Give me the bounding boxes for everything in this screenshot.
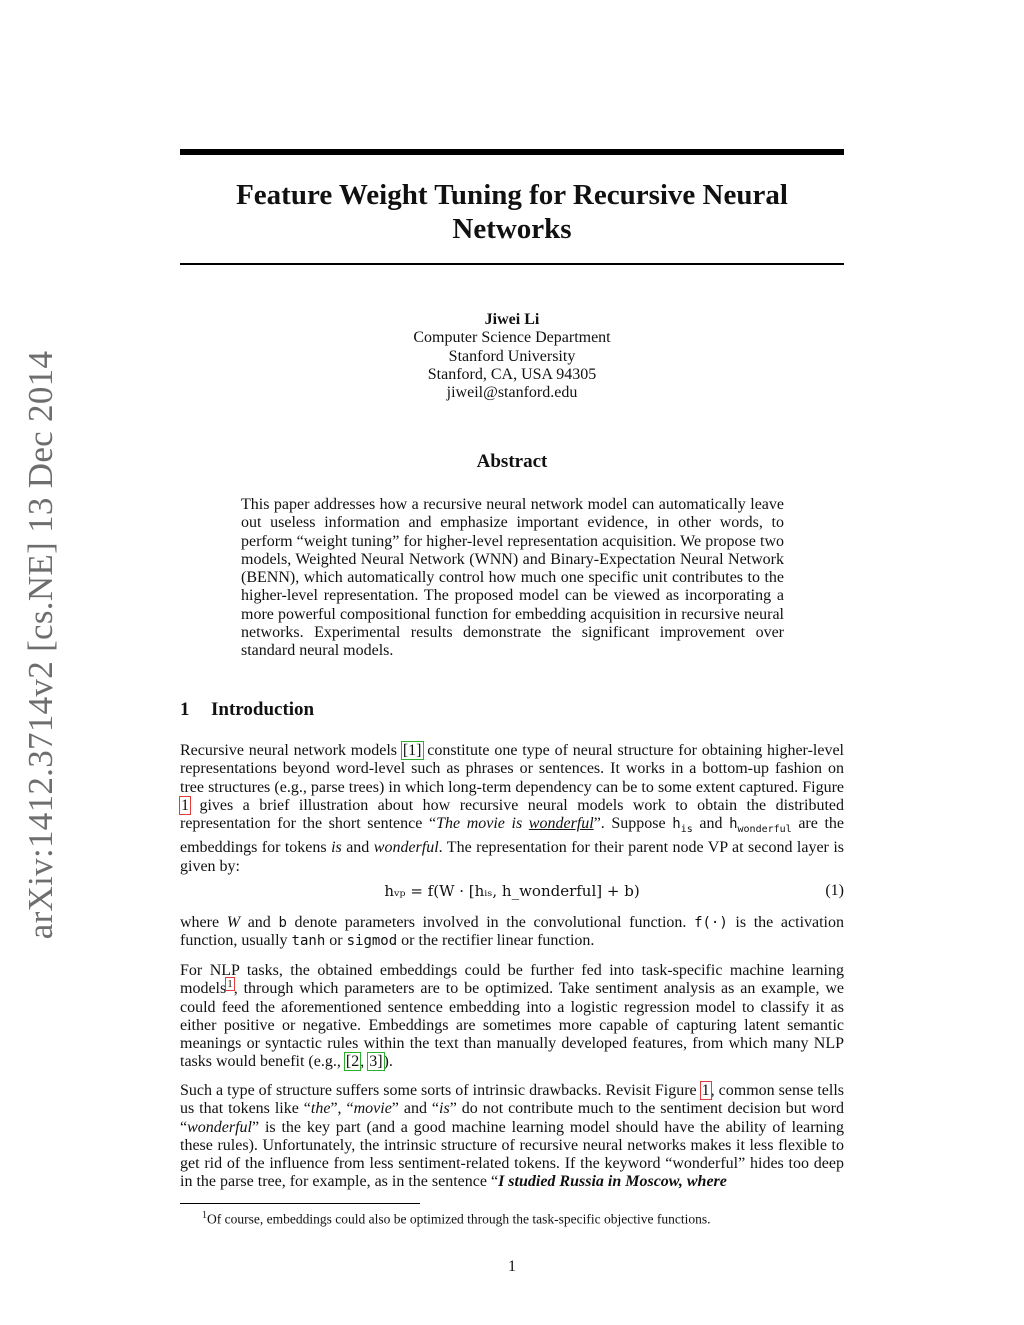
text-run: ”, “ [330,1100,354,1118]
intro-paragraph-4 [180,1082,844,1192]
arxiv-identifier-stamp: arXiv:1412.3714v2 [cs.NE] 13 Dec 2014 [21,350,60,940]
example-sentence: I studied Russia in Moscow, where [498,1173,727,1191]
text-run: and [692,815,730,833]
section-heading-introduction [180,699,314,721]
abstract-heading: Abstract [476,451,548,472]
footnote-mark: 1 [202,1210,207,1221]
text-run: where [180,914,227,931]
math-sigmod: sigmod [346,933,398,950]
equation-1 [180,882,844,904]
text-run: are the embeddings for tokens [180,815,845,857]
math-W: W [226,914,241,931]
text-run: denote parameters involved in the convolutional function. [286,914,695,931]
intro-paragraph-3 [180,962,844,1072]
footnote-link[interactable]: 1 [227,977,233,990]
text-run: and [240,914,279,931]
figure-link[interactable]: 1 [181,796,189,814]
equation-number: (1) [825,882,844,899]
text-run: or the rectifier linear function. [397,932,595,950]
text-run: is the activation function, usually [180,914,845,950]
citation-link[interactable]: [1] [402,742,422,759]
token-movie: movie [353,1100,392,1118]
text-run: or [325,932,347,950]
footnote-1 [180,1208,844,1228]
section-number: 1 [180,699,190,720]
token-is: is [331,839,342,857]
section-title: Introduction [211,699,315,720]
equation-body: hᵥₚ = f(W · [hᵢₛ, h_wonderful] + b) [384,882,640,900]
intro-paragraph-1 [180,742,844,876]
text-run: constitute one type of neural structure for obtaining higher-level representations beyond word-level such as phrases or sentences. It works in a bottom-up fashion on tree structures (e.g., parse trees) in which long-term dependency can be to some extent captured. Figure [180,742,844,796]
math-tanh: tanh [291,933,326,950]
text-run: Recursive neural network models [180,742,402,759]
token-wonderful: wonderful [187,1118,252,1136]
text-run: gives a brief illustration about how recursive neural models work to obtain the distributed representation for the short sentence “ [180,796,844,833]
text-run: ). [383,1053,393,1071]
title-top-rule [180,149,844,155]
text-run: , [360,1053,369,1071]
author-department: Computer Science Department [413,329,611,347]
text-run: Such a type of structure suffers some sorts of intrinsic drawbacks. Revisit Figure [180,1082,701,1099]
citation-link[interactable]: [2 [345,1053,360,1071]
footnote-rule [180,1203,420,1204]
text-run: ”. Suppose [593,815,673,833]
text-run: For NLP tasks, the obtained embeddings could be further fed into task-specific machine learning models [180,962,844,998]
text-run: ” do not contribute much to the sentiment decision but word “ [180,1100,845,1136]
text-run: and [341,839,374,857]
token-wonderful: wonderful [373,839,439,857]
citation-link[interactable]: 3] [369,1053,383,1071]
token-the: the [310,1100,331,1118]
title-bottom-rule [180,263,844,265]
footnote-text: Of course, embeddings could also be optimized through the task-specific objective functions. [207,1211,711,1227]
paper-title: Feature Weight Tuning for Recursive Neural Networks [236,179,788,245]
abstract-text: This paper addresses how a recursive neural network model can automatically leave out useless information and emphasize important evidence, in other words, to perform “weight tuning” for higher-level representation acquisition. We propose two models, Weighted Neural Network (WNN) and Binary-Expectation Neural Network (BENN), which automatically control how much one specific unit contributes to the higher-level representation. The proposed model can be viewed as incorporating a more powerful compositional function for embedding acquisition in recursive neural networks. Experimental results demonstrate the significant improvement over standard neural models. [241,496,784,660]
author-block [180,311,844,402]
text-run: ” is the key part (and a good machine learning model should have the ability of learning these rules). Unfortunately, the intrinsic structure of recursive neural networks makes it less flexible to get rid of the influence from less sentiment-related tokens. If the keyword “wonderful” hides too deep in the parse tree, for example, as in the sentence “ [180,1118,844,1191]
example-sentence: The movie is wonderful [436,815,594,833]
text-run: , through which parameters are to be optimized. Take sentiment analysis as an example, we could feed the aforementioned sentence embedding into a logistic regression model to classify it as either positive or negative. Embeddings are sometimes more capable of capturing latent semantic meanings or syntactic rules within the text than manually developed features, from which many NLP tasks would benefit (e.g., [180,980,844,1071]
text-run: . The representation for their parent node VP at second layer is given by: [180,839,845,875]
math-f: f(·) [694,915,728,931]
text-run: , common sense tells us that tokens like “ [180,1082,845,1118]
math-h-is: $h_{is}$ [672,816,693,835]
author-address: Stanford, CA, USA 94305 [427,365,597,383]
token-is: is [439,1100,450,1118]
text-run: ” and “ [391,1100,440,1118]
page-number: 1 [508,1258,516,1275]
author-university: Stanford University [448,347,576,365]
figure-link[interactable]: 1 [701,1082,710,1099]
intro-paragraph-2 [180,914,844,951]
math-h-wonderful: $h_{wonderful}$ [729,816,792,835]
math-b: b [278,915,287,931]
author-email[interactable]: jiweil@stanford.edu [446,384,578,402]
author-name: Jiwei Li [484,311,540,328]
